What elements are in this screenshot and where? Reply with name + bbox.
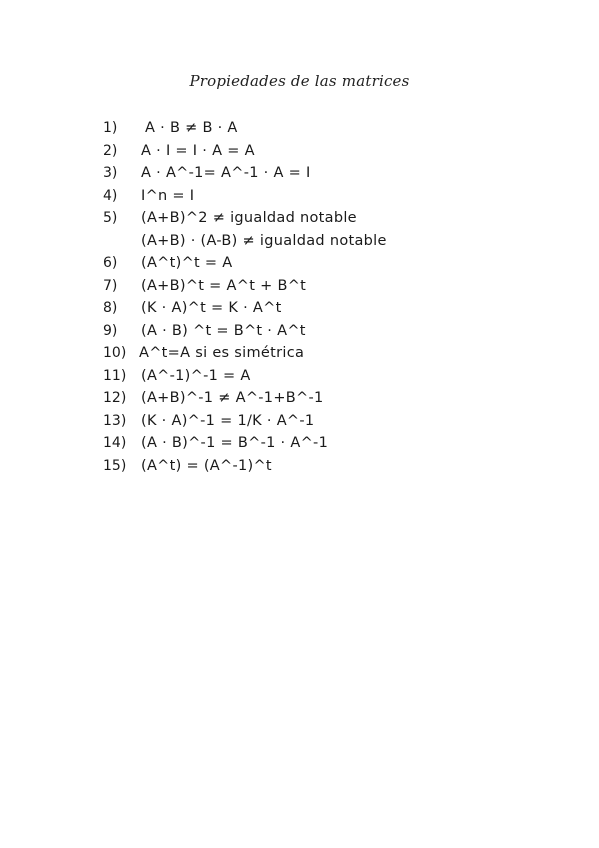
item-number: 9) xyxy=(103,322,118,339)
list-item xyxy=(103,342,563,365)
item-expression: (A · B) ^t = B^t · A^t xyxy=(141,322,306,339)
item-expression: I^n = I xyxy=(141,187,195,204)
item-expression: A^t=A si es simétrica xyxy=(139,345,305,361)
list-item xyxy=(103,432,563,455)
list-item xyxy=(103,140,563,163)
item-expression: (A · B)^-1 = B^-1 · A^-1 xyxy=(141,435,329,451)
list-item xyxy=(103,207,563,230)
list-item xyxy=(103,387,563,410)
list-item xyxy=(103,297,563,320)
list-item xyxy=(103,252,563,275)
list-item xyxy=(103,162,563,185)
list-item xyxy=(103,275,563,298)
item-expression: A · B ≠ B · A xyxy=(145,120,238,136)
list-item xyxy=(103,365,563,388)
item-number: 8) xyxy=(103,300,118,316)
item-number: 5) xyxy=(103,210,118,226)
item-expression: (A+B)^-1 ≠ A^-1+B^-1 xyxy=(141,390,324,406)
item-expression: (A+B)^t = A^t + B^t xyxy=(141,277,307,294)
item-number: 7) xyxy=(103,277,118,294)
item-number: 4) xyxy=(103,187,118,204)
item-number: 1) xyxy=(103,120,118,136)
item-expression: A · A^-1= A^-1 · A = I xyxy=(141,165,311,181)
properties-list xyxy=(103,117,563,477)
list-item xyxy=(103,455,563,478)
item-expression: (A+B) · (A-B) ≠ igualdad notable xyxy=(141,232,387,249)
list-item xyxy=(103,185,563,208)
item-expression: (A+B)^2 ≠ igualdad notable xyxy=(141,210,357,226)
list-item xyxy=(103,320,563,343)
item-number: 14) xyxy=(103,435,127,451)
item-expression: (A^t) = (A^-1)^t xyxy=(141,457,272,474)
item-number: 2) xyxy=(103,142,118,159)
item-expression: (A^t)^t = A xyxy=(141,255,233,271)
item-number: 3) xyxy=(103,165,118,181)
item-number: 11) xyxy=(103,367,127,384)
page-title: Propiedades de las matrices xyxy=(189,72,410,90)
item-expression: A · I = I · A = A xyxy=(141,142,255,159)
item-number: 15) xyxy=(103,457,127,474)
item-number: 6) xyxy=(103,255,118,271)
item-expression: (K · A)^-1 = 1/K · A^-1 xyxy=(141,412,315,429)
item-expression: (K · A)^t = K · A^t xyxy=(141,300,282,316)
item-number: 12) xyxy=(103,390,127,406)
item-expression: (A^-1)^-1 = A xyxy=(141,367,251,384)
item-number: 10) xyxy=(103,345,127,361)
list-item xyxy=(103,230,563,253)
item-number: 13) xyxy=(103,412,127,429)
list-item xyxy=(103,410,563,433)
list-item xyxy=(103,117,563,140)
